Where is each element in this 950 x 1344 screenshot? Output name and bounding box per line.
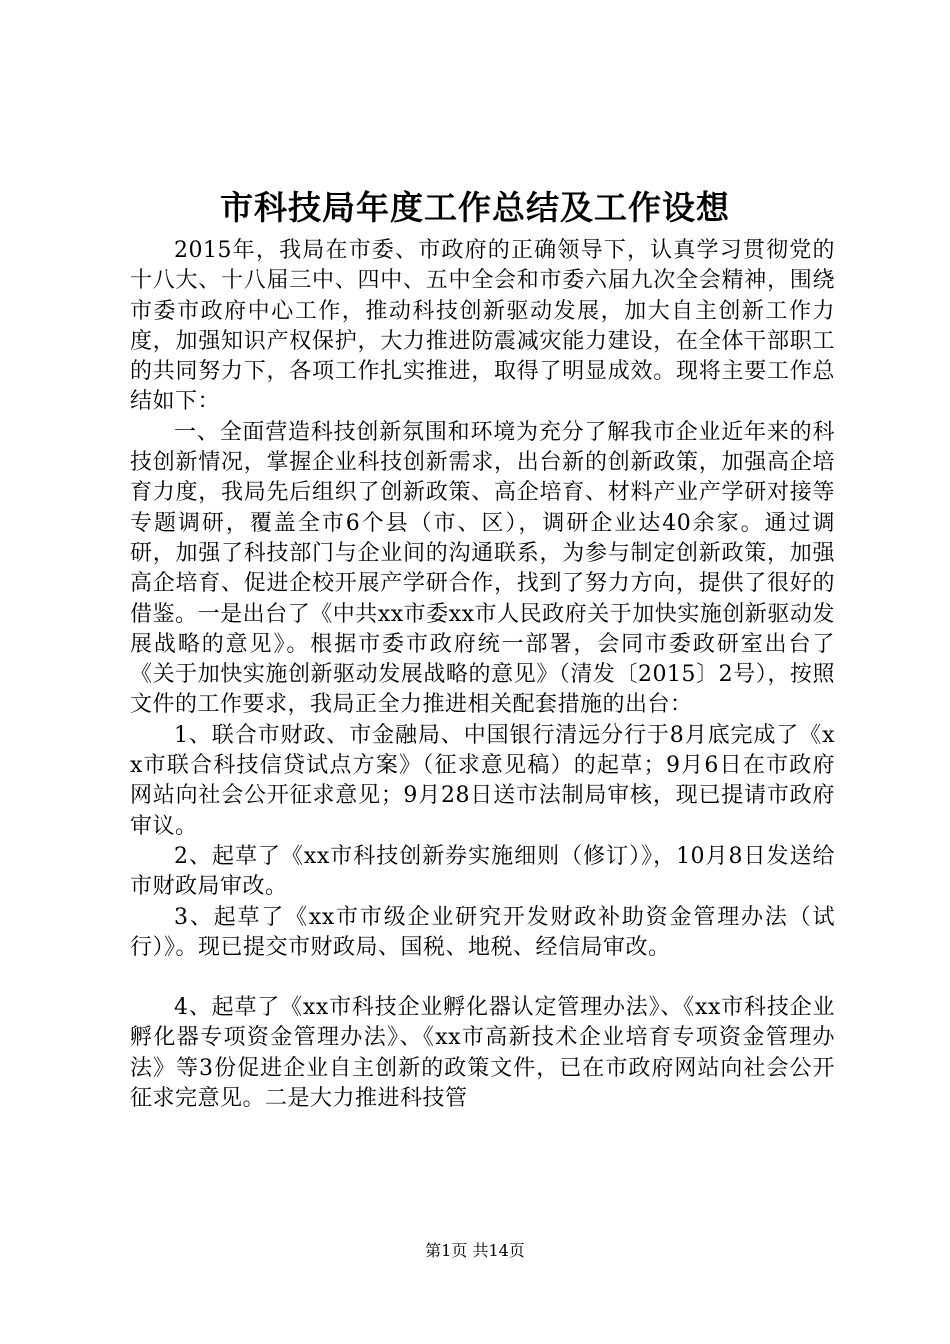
page-number-footer: 第1页 共14页 <box>425 1241 525 1260</box>
paragraph-spacer <box>130 963 835 993</box>
paragraph-item-2: 2、起草了《xx市科技创新券实施细则（修订）》，10月8日发送给市财政局审改。 <box>130 843 835 900</box>
document-title: 市科技局年度工作总结及工作设想 <box>220 188 730 227</box>
document-body <box>130 236 835 1114</box>
paragraph-section-one: 一、全面营造科技创新氛围和环境为充分了解我市企业近年来的科技创新情况，掌握企业科技创新需求，出台新的创新政策，加强高企培育力度，我局先后组织了创新政策、高企培育、材料产业产学研对接等专题调研，覆盖全市6个县（市、区），调研企业达40余家。通过调研，加强了科技部门与企业间的沟通联系，为参与制定创新政策，加强高企培育、促进企校开展产学研合作，找到了努力方向，提供了很好的借鉴。一是出台了《中共xx市委xx市人民政府关于加快实施创新驱动发展战略的意见》。根据市委市政府统一部署，会同市委政研室出台了《关于加快实施创新驱动发展战略的意见》（清发〔2015〕2号），按照文件的工作要求，我局正全力推进相关配套措施的出台： <box>130 419 835 718</box>
paragraph-item-3: 3、起草了《xx市市级企业研究开发财政补助资金管理办法（试行）》。现已提交市财政局、国税、地税、经信局审改。 <box>130 904 835 960</box>
paragraph-item-1: 1、联合市财政、市金融局、中国银行清远分行于8月底完成了《xx市联合科技信贷试点方案》（征求意见稿）的起草；9月6日在市政府网站向社会公开征求意见；9月28日送市法制局审核，现已提请市政府审议。 <box>130 722 835 839</box>
paragraph-intro: 2015年，我局在市委、市政府的正确领导下，认真学习贯彻党的十八大、十八届三中、四中、五中全会和市委六届九次全会精神，围绕市委市政府中心工作，推动科技创新驱动发展，加大自主创新工作力度，加强知识产权保护，大力推进防震减灾能力建设，在全体干部职工的共同努力下，各项工作扎实推进，取得了明显成效。现将主要工作总结如下： <box>130 238 835 415</box>
paragraph-item-4: 4、起草了《xx市科技企业孵化器认定管理办法》、《xx市科技企业孵化器专项资金管理办法》、《xx市高新技术企业培育专项资金管理办法》等3份促进企业自主创新的政策文件，已在市政府网站向社会公开征求完意见。二是大力推进科技管 <box>130 995 835 1112</box>
